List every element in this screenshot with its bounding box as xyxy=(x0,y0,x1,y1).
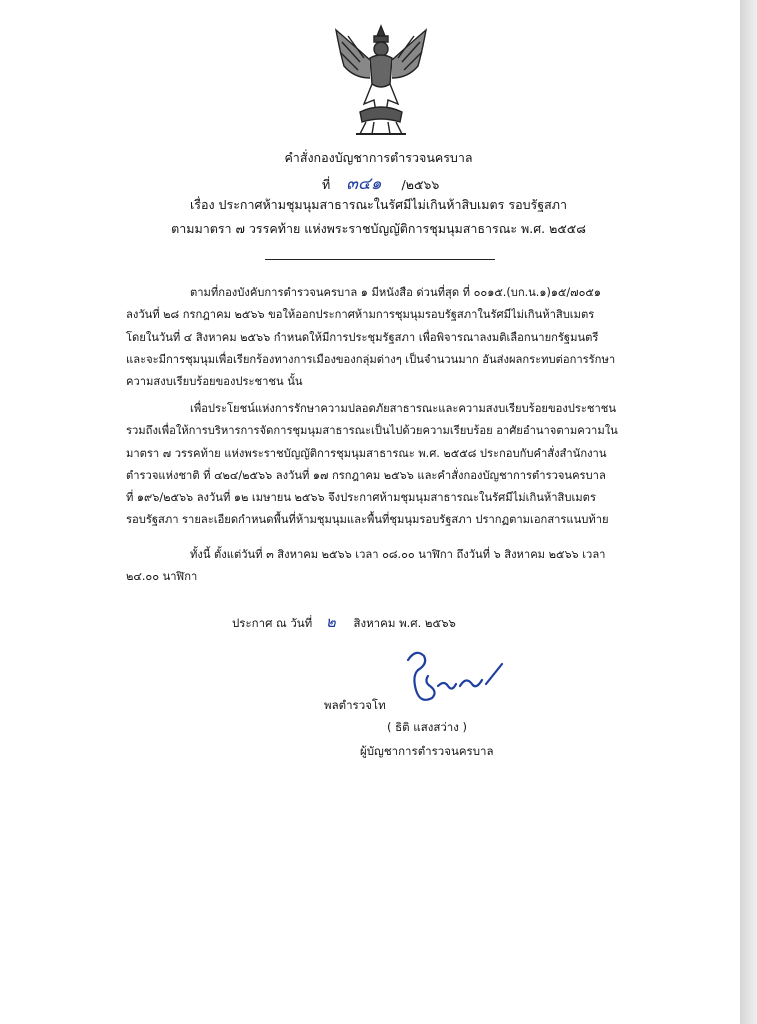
paragraph-line: ลงวันที่ ๒๘ กรกฎาคม ๒๕๖๖ ขอให้ออกประกาศห้ามการชุมนุมรอบรัฐสภาในรัศมีไม่เกินห้าสิบเมตร xyxy=(126,308,595,322)
paragraph-line: รวมถึงเพื่อให้การบริหารการจัดการชุมนุมสาธารณะเป็นไปด้วยความเรียบร้อย อาศัยอำนาจตามความใน xyxy=(126,424,618,438)
signatory-name: ( ธิติ แสงสว่าง ) xyxy=(387,720,468,734)
paragraph-line: เพื่อประโยชน์แห่งการรักษาความปลอดภัยสาธารณะและความสงบเรียบร้อยของประชาชน xyxy=(190,402,617,415)
paragraph-2 xyxy=(126,398,651,532)
paragraph-line: โดยในวันที่ ๔ สิงหาคม ๒๕๖๖ กำหนดให้มีการประชุมรัฐสภา เพื่อพิจารณาลงมติเลือกนายกรัฐมนตรี xyxy=(126,330,599,344)
subject-line-1: เรื่อง ประกาศห้ามชุมนุมสาธารณะในรัศมีไม่เกินห้าสิบเมตร รอบรัฐสภา xyxy=(189,197,568,212)
paragraph-line: ตำรวจแห่งชาติ ที่ ๔๒๔/๒๕๖๖ ลงวันที่ ๑๗ กรกฎาคม ๒๕๖๖ และคำสั่งกองบัญชาการตำรวจนครบาล xyxy=(126,468,606,482)
paragraph-1 xyxy=(126,282,651,393)
announce-suffix: สิงหาคม พ.ศ. ๒๕๖๖ xyxy=(353,616,456,630)
signatory-rank: พลตำรวจโท xyxy=(324,698,386,712)
signature-icon xyxy=(398,646,510,712)
order-number-suffix: /๒๕๖๖ xyxy=(401,177,440,192)
subject-line-2: ตามมาตรา ๗ วรรคท้าย แห่งพระราชบัญญัติการชุมนุมสาธารณะ พ.ศ. ๒๕๕๘ xyxy=(171,221,586,236)
paragraph-3 xyxy=(126,544,651,589)
garuda-emblem-icon xyxy=(330,22,432,138)
paragraph-line: รอบรัฐสภา รายละเอียดกำหนดพื้นที่ห้ามชุมนุมและพื้นที่ชุมนุมรอบรัฐสภา ปรากฏตามเอกสารแนบท้าย xyxy=(126,513,609,527)
announce-date xyxy=(232,610,456,634)
paragraph-line: และจะมีการชุมนุมเพื่อเรียกร้องทางการเมืองของกลุ่มต่างๆ เป็นจำนวนมาก อันส่งผลกระทบต่อการรักษา xyxy=(126,352,616,366)
paragraph-line: ทั้งนี้ ตั้งแต่วันที่ ๓ สิงหาคม ๒๕๖๖ เวลา ๐๘.๐๐ นาฬิกา ถึงวันที่ ๖ สิงหาคม ๒๕๖๖ เวลา xyxy=(190,548,606,561)
announce-prefix: ประกาศ ณ วันที่ xyxy=(232,616,313,630)
order-number-handwritten: ๓๔๑ xyxy=(346,174,382,194)
paragraph-line: มาตรา ๗ วรรคท้าย แห่งพระราชบัญญัติการชุมนุมสาธารณะ พ.ศ. ๒๕๕๘ ประกอบกับคำสั่งสำนักงาน xyxy=(126,446,607,460)
header-divider xyxy=(265,259,495,260)
signatory-position: ผู้บัญชาการตำรวจนครบาล xyxy=(360,744,494,758)
paragraph-line: ความสงบเรียบร้อยของประชาชน นั้น xyxy=(126,375,303,389)
order-title: คำสั่งกองบัญชาการตำรวจนครบาล xyxy=(284,150,473,165)
paragraph-line: ที่ ๑๙๖/๒๕๖๖ ลงวันที่ ๑๒ เมษายน ๒๕๖๖ จึงประกาศห้ามชุมนุมสาธารณะในรัศมีไม่เกินห้าสิบเมตร xyxy=(126,491,596,505)
order-number xyxy=(322,170,439,197)
order-number-prefix: ที่ xyxy=(322,177,331,192)
paragraph-line: ๒๔.๐๐ นาฬิกา xyxy=(126,570,198,584)
announce-day-handwritten: ๒ xyxy=(325,613,336,631)
paragraph-line: ตามที่กองบังคับการตำรวจนครบาล ๑ มีหนังสือ ด่วนที่สุด ที่ ๐๐๑๕.(บก.น.๑)๑๕/๗๐๕๑ xyxy=(190,286,601,299)
